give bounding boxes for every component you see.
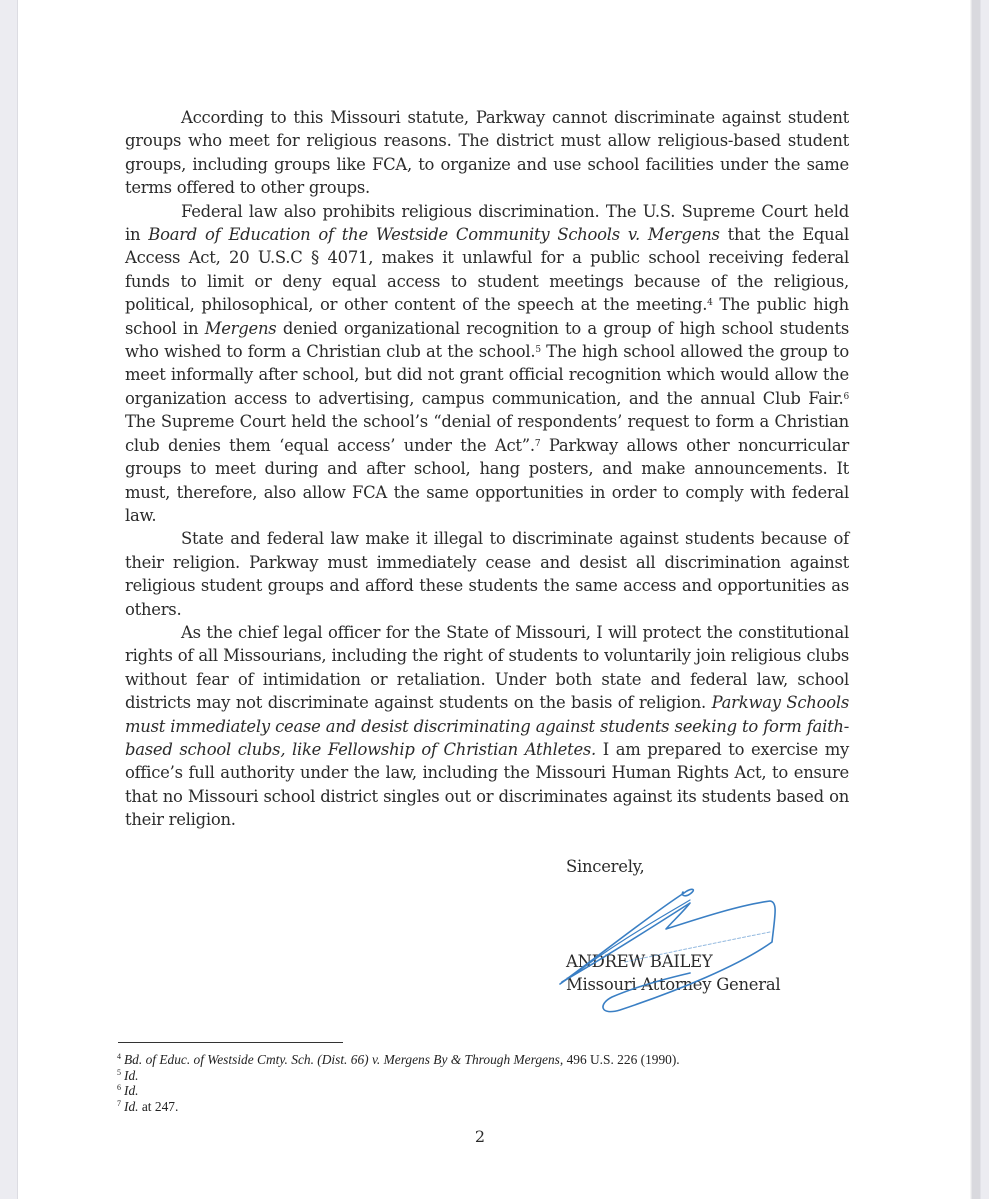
footnote-number: 7 (117, 1098, 121, 1108)
italic-text: Parkway Schools must immediately cease and desist discriminating against students seeking to form faith-based school clubs, like Fellowship of Christian Athletes. (125, 693, 849, 759)
signer-name: ANDREW BAILEY (566, 952, 713, 971)
footnote-divider (118, 1042, 343, 1043)
footnote (117, 1068, 837, 1084)
italic-text: Bd. of Educ. of Westside Cmty. Sch. (Dist. 66) v. Mergens By & Through Mergens, (124, 1052, 564, 1067)
text-run: Federal law also prohibits religious discrimination. The U.S. Supreme Court held in (125, 201, 849, 245)
italic-text: Id. (124, 1083, 139, 1099)
footnote (117, 1052, 837, 1068)
paragraph (125, 106, 849, 200)
footnote-number: 5 (117, 1067, 121, 1077)
footnote-ref[interactable]: 6 (843, 391, 849, 402)
text-run: The Supreme Court held the school’s “denial of respondents’ request to form a Christian club denies them ‘equal access’ under the Act”. (125, 412, 849, 455)
footnote-ref[interactable]: 4 (707, 298, 713, 309)
viewer-scrollbar[interactable] (970, 0, 989, 1199)
text-run: Parkway allows other noncurricular groups to meet during and after school, hang posters, and make announcements. It must, therefore, also allow FCA the same opportunities in order to comply with federal law. (125, 435, 849, 525)
footnote-number: 6 (117, 1083, 121, 1093)
italic-text: Id. (124, 1067, 139, 1083)
text-run: As the chief legal officer for the State of Missouri, I will protect the constitutional rights of all Missourians, including the right of students to voluntarily join religious clubs without fear of intimidation or retaliation. Under both state and federal law, school districts may not discriminate against students on the basis of religion. (125, 622, 849, 713)
paragraph (125, 527, 849, 621)
text-run: denied organizational recognition to a group of high school students who wished to form a Christian club at the school. (125, 318, 849, 362)
page-number: 2 (474, 1127, 486, 1146)
text-run: State and federal law make it illegal to discriminate against students because of their religion. Parkway must immediately cease and desist all discrimination against religious student groups and afford these students the same access and opportunities as others. (125, 529, 849, 619)
text-run: at 247. (138, 1098, 179, 1114)
text-run: 496 U.S. 226 (1990). (563, 1052, 680, 1067)
closing-salutation: Sincerely, (566, 857, 645, 876)
footnote-ref[interactable]: 7 (534, 438, 541, 449)
footnote-ref[interactable]: 5 (535, 345, 541, 356)
footnote (117, 1083, 837, 1099)
paragraph (125, 621, 849, 832)
text-run: The public high school in (125, 295, 849, 338)
letter-body (125, 106, 849, 832)
signer-title: Missouri Attorney General (566, 975, 781, 994)
text-run: that the Equal Access Act, 20 U.S.C § 4071, makes it unlawful for a public school receiving federal funds to limit or deny equal access to student meetings because of the religious, political, philosophical, or other content of the speech at the meeting. (125, 225, 849, 315)
footnote (117, 1099, 837, 1115)
footnotes (117, 1052, 837, 1114)
italic-text: Board of Education of the Westside Community Schools v. Mergens (148, 225, 720, 245)
text-run: I am prepared to exercise my office’s full authority under the law, including the Missouri Human Rights Act, to ensure that no Missouri school district singles out or discriminates against its students based on their religion. (125, 739, 849, 830)
footnote-number: 4 (117, 1052, 121, 1061)
italic-text: Mergens (204, 318, 277, 338)
viewer-left-edge (0, 0, 18, 1199)
text-run: The high school allowed the group to meet informally after school, but did not grant official recognition which would allow the organization access to advertising, campus communication, and the annual Club Fair. (125, 342, 849, 408)
paragraph (125, 200, 849, 528)
italic-text: Id. (124, 1098, 139, 1114)
text-run: According to this Missouri statute, Parkway cannot discriminate against student groups who meet for religious reasons. The district must allow religious-based student groups, including groups like FCA, to organize and use school facilities under the same terms offered to other groups. (125, 108, 849, 198)
signature-block (566, 950, 780, 996)
